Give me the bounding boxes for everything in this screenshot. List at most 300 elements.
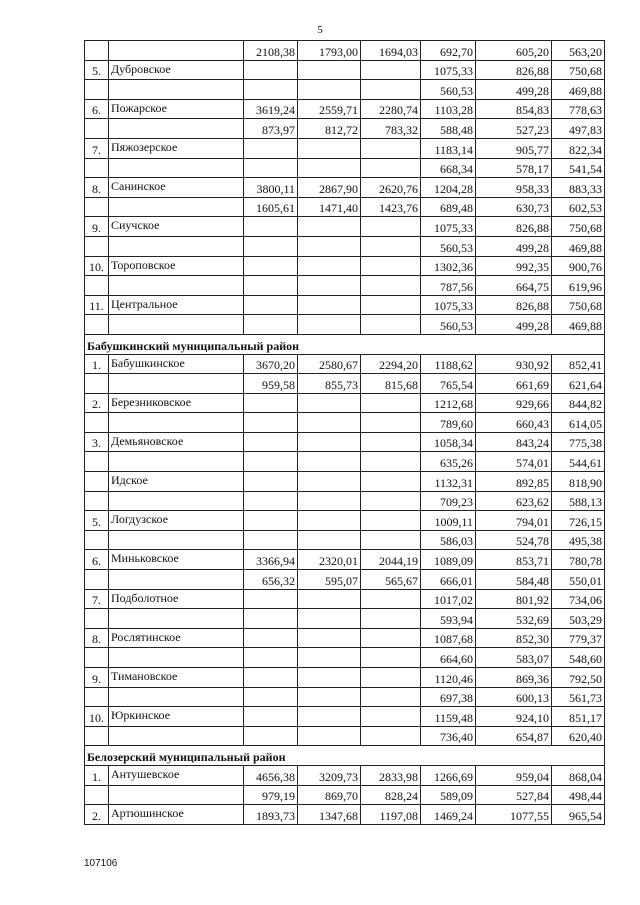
row-index: 2. (85, 393, 109, 413)
value-cell: 734,06 (552, 589, 605, 609)
value-cell: 736,40 (421, 726, 476, 746)
value-cell: 2320,01 (298, 550, 361, 570)
value-cell (298, 60, 361, 80)
section-row (85, 334, 605, 354)
settlement-name: Идское (109, 472, 244, 492)
value-cell: 1103,28 (421, 99, 476, 119)
value-cell: 583,07 (476, 648, 552, 668)
value-cell: 527,23 (476, 119, 552, 139)
value-cell (244, 276, 298, 296)
value-cell: 792,50 (552, 668, 605, 688)
value-cell: 584,48 (476, 570, 552, 590)
value-cell (361, 609, 421, 629)
value-cell (298, 276, 361, 296)
settlement-name (109, 726, 244, 746)
value-cell (244, 609, 298, 629)
value-cell (244, 236, 298, 256)
value-cell: 3209,73 (298, 765, 361, 785)
value-cell (361, 511, 421, 531)
value-cell (298, 609, 361, 629)
table-row (85, 609, 605, 629)
value-cell: 621,64 (552, 374, 605, 394)
value-cell: 3619,24 (244, 99, 298, 119)
row-index: 5. (85, 511, 109, 531)
settlement-name (109, 785, 244, 805)
value-cell: 593,94 (421, 609, 476, 629)
row-index: 7. (85, 138, 109, 158)
row-index: 1. (85, 765, 109, 785)
value-cell (298, 256, 361, 276)
value-cell: 661,69 (476, 374, 552, 394)
value-cell: 815,68 (361, 374, 421, 394)
value-cell: 905,77 (476, 138, 552, 158)
value-cell (244, 589, 298, 609)
value-cell: 855,73 (298, 374, 361, 394)
table-row (85, 80, 605, 100)
row-index: 9. (85, 668, 109, 688)
value-cell: 826,88 (476, 295, 552, 315)
settlement-name (109, 276, 244, 296)
value-cell (361, 668, 421, 688)
value-cell: 1793,00 (298, 41, 361, 61)
value-cell: 900,76 (552, 256, 605, 276)
value-cell: 924,10 (476, 707, 552, 727)
table-row (85, 452, 605, 472)
value-cell (298, 726, 361, 746)
value-cell: 869,70 (298, 785, 361, 805)
value-cell: 605,20 (476, 41, 552, 61)
table-row (85, 491, 605, 511)
value-cell: 666,01 (421, 570, 476, 590)
value-cell (298, 668, 361, 688)
settlement-name (109, 687, 244, 707)
table-row (85, 726, 605, 746)
value-cell: 826,88 (476, 60, 552, 80)
value-cell: 789,60 (421, 413, 476, 433)
value-cell (361, 491, 421, 511)
value-cell: 826,88 (476, 217, 552, 237)
value-cell: 959,58 (244, 374, 298, 394)
settlement-name: Бабушкинское (109, 354, 244, 374)
row-index: 2. (85, 805, 109, 825)
row-index (85, 609, 109, 629)
table-row (85, 354, 605, 374)
value-cell: 992,35 (476, 256, 552, 276)
value-cell: 750,68 (552, 60, 605, 80)
value-cell (298, 628, 361, 648)
table-row (85, 41, 605, 61)
value-cell: 1469,24 (421, 805, 476, 825)
settlement-name (109, 530, 244, 550)
settlement-name (109, 119, 244, 139)
value-cell: 853,71 (476, 550, 552, 570)
value-cell (298, 707, 361, 727)
row-index (85, 119, 109, 139)
value-cell: 498,44 (552, 785, 605, 805)
table-row (85, 589, 605, 609)
value-cell: 3670,20 (244, 354, 298, 374)
settlement-name: Пожарское (109, 99, 244, 119)
value-cell (244, 472, 298, 492)
value-cell: 499,28 (476, 80, 552, 100)
value-cell (361, 648, 421, 668)
settlement-name (109, 413, 244, 433)
value-cell: 1089,09 (421, 550, 476, 570)
value-cell: 2294,20 (361, 354, 421, 374)
row-index (85, 648, 109, 668)
row-index: 7. (85, 589, 109, 609)
value-cell: 1075,33 (421, 217, 476, 237)
row-index: 9. (85, 217, 109, 237)
page-number: 5 (317, 24, 323, 36)
value-cell: 595,07 (298, 570, 361, 590)
value-cell (244, 393, 298, 413)
value-cell (361, 530, 421, 550)
value-cell (361, 393, 421, 413)
value-cell (244, 628, 298, 648)
value-cell: 497,83 (552, 119, 605, 139)
value-cell (244, 158, 298, 178)
value-cell: 1159,48 (421, 707, 476, 727)
value-cell: 794,01 (476, 511, 552, 531)
value-cell: 578,17 (476, 158, 552, 178)
value-cell (244, 707, 298, 727)
row-index: 5. (85, 60, 109, 80)
value-cell (361, 707, 421, 727)
value-cell: 664,60 (421, 648, 476, 668)
table-row (85, 393, 605, 413)
value-cell: 499,28 (476, 315, 552, 335)
table-row (85, 276, 605, 296)
settlement-name (109, 158, 244, 178)
table-row (85, 256, 605, 276)
value-cell: 614,05 (552, 413, 605, 433)
table-row (85, 197, 605, 217)
table-row (85, 805, 605, 825)
value-cell: 1120,46 (421, 668, 476, 688)
settlement-name: Тимановское (109, 668, 244, 688)
value-cell (361, 256, 421, 276)
value-cell (298, 413, 361, 433)
value-cell: 2280,74 (361, 99, 421, 119)
settlement-name (109, 41, 244, 61)
row-index (85, 530, 109, 550)
value-cell: 1058,34 (421, 432, 476, 452)
value-cell (298, 530, 361, 550)
table-row (85, 628, 605, 648)
value-cell: 854,83 (476, 99, 552, 119)
value-cell (244, 80, 298, 100)
value-cell: 780,78 (552, 550, 605, 570)
value-cell (361, 472, 421, 492)
value-cell: 565,67 (361, 570, 421, 590)
value-cell: 1197,08 (361, 805, 421, 825)
table-row (85, 432, 605, 452)
value-cell: 1266,69 (421, 765, 476, 785)
value-cell: 765,54 (421, 374, 476, 394)
settlement-name: Миньковское (109, 550, 244, 570)
table-row (85, 511, 605, 531)
value-cell: 1077,55 (476, 805, 552, 825)
value-cell: 883,33 (552, 178, 605, 198)
table-row (85, 236, 605, 256)
section-title: Белозерский муниципальный район (85, 746, 605, 766)
value-cell: 469,88 (552, 315, 605, 335)
value-cell (244, 452, 298, 472)
value-cell: 1347,68 (298, 805, 361, 825)
value-cell: 2580,67 (298, 354, 361, 374)
value-cell (298, 158, 361, 178)
value-cell: 787,56 (421, 276, 476, 296)
row-index (85, 374, 109, 394)
table-row (85, 178, 605, 198)
settlement-name: Пяжозерское (109, 138, 244, 158)
value-cell (244, 295, 298, 315)
value-cell (244, 256, 298, 276)
value-cell: 709,23 (421, 491, 476, 511)
section-title: Бабушкинский муниципальный район (85, 334, 605, 354)
value-cell (244, 315, 298, 335)
value-cell (298, 236, 361, 256)
table-row (85, 413, 605, 433)
value-cell (244, 648, 298, 668)
value-cell: 1087,68 (421, 628, 476, 648)
section-row (85, 746, 605, 766)
value-cell (361, 687, 421, 707)
table-row (85, 99, 605, 119)
value-cell: 779,37 (552, 628, 605, 648)
value-cell: 560,53 (421, 315, 476, 335)
value-cell: 527,84 (476, 785, 552, 805)
value-cell: 1471,40 (298, 197, 361, 217)
tariff-table (84, 40, 605, 825)
value-cell: 775,38 (552, 432, 605, 452)
settlement-name: Березниковское (109, 393, 244, 413)
table-row (85, 765, 605, 785)
value-cell: 1605,61 (244, 197, 298, 217)
value-cell: 664,75 (476, 276, 552, 296)
value-cell: 1893,73 (244, 805, 298, 825)
value-cell (361, 315, 421, 335)
value-cell (298, 315, 361, 335)
table-row (85, 295, 605, 315)
row-index (85, 687, 109, 707)
value-cell: 560,53 (421, 236, 476, 256)
value-cell: 620,40 (552, 726, 605, 746)
value-cell (298, 589, 361, 609)
document-code: 107106 (84, 858, 118, 869)
value-cell: 499,28 (476, 236, 552, 256)
row-index (85, 785, 109, 805)
value-cell: 1423,76 (361, 197, 421, 217)
value-cell: 548,60 (552, 648, 605, 668)
row-index: 6. (85, 550, 109, 570)
value-cell: 623,62 (476, 491, 552, 511)
value-cell: 544,61 (552, 452, 605, 472)
value-cell: 635,26 (421, 452, 476, 472)
value-cell: 1188,62 (421, 354, 476, 374)
settlement-name: Дубровское (109, 60, 244, 80)
value-cell (298, 295, 361, 315)
value-cell: 495,38 (552, 530, 605, 550)
row-index: 1. (85, 354, 109, 374)
value-cell (298, 138, 361, 158)
value-cell: 965,54 (552, 805, 605, 825)
table-row (85, 374, 605, 394)
value-cell (244, 60, 298, 80)
row-index (85, 158, 109, 178)
value-cell (298, 80, 361, 100)
value-cell: 574,01 (476, 452, 552, 472)
value-cell (298, 217, 361, 237)
value-cell: 1132,31 (421, 472, 476, 492)
table-row (85, 687, 605, 707)
row-index: 8. (85, 628, 109, 648)
settlement-name: Логдузское (109, 511, 244, 531)
row-index (85, 197, 109, 217)
value-cell: 550,01 (552, 570, 605, 590)
value-cell: 2867,90 (298, 178, 361, 198)
value-cell: 1075,33 (421, 295, 476, 315)
value-cell: 4656,38 (244, 765, 298, 785)
value-cell: 750,68 (552, 295, 605, 315)
row-index: 8. (85, 178, 109, 198)
value-cell: 668,34 (421, 158, 476, 178)
value-cell (298, 452, 361, 472)
value-cell: 929,66 (476, 393, 552, 413)
settlement-name (109, 452, 244, 472)
value-cell: 630,73 (476, 197, 552, 217)
table-row (85, 668, 605, 688)
value-cell: 660,43 (476, 413, 552, 433)
table-row (85, 217, 605, 237)
row-index (85, 276, 109, 296)
settlement-name: Подболотное (109, 589, 244, 609)
value-cell: 2044,19 (361, 550, 421, 570)
value-cell (361, 80, 421, 100)
table-row (85, 138, 605, 158)
value-cell: 656,32 (244, 570, 298, 590)
row-index (85, 236, 109, 256)
value-cell: 726,15 (552, 511, 605, 531)
value-cell: 1302,36 (421, 256, 476, 276)
value-cell: 2559,71 (298, 99, 361, 119)
settlement-name: Санинское (109, 178, 244, 198)
value-cell: 692,70 (421, 41, 476, 61)
value-cell (298, 393, 361, 413)
value-cell (298, 511, 361, 531)
settlement-name (109, 374, 244, 394)
row-index (85, 570, 109, 590)
value-cell (361, 726, 421, 746)
table-row (85, 530, 605, 550)
settlement-name (109, 315, 244, 335)
value-cell: 1009,11 (421, 511, 476, 531)
value-cell (361, 217, 421, 237)
settlement-name (109, 570, 244, 590)
value-cell (244, 687, 298, 707)
row-index (85, 452, 109, 472)
value-cell: 979,19 (244, 785, 298, 805)
settlement-name: Тороповское (109, 256, 244, 276)
value-cell (361, 236, 421, 256)
value-cell (244, 217, 298, 237)
table-body (85, 41, 605, 825)
table-row (85, 315, 605, 335)
value-cell: 828,24 (361, 785, 421, 805)
value-cell: 469,88 (552, 80, 605, 100)
value-cell (361, 628, 421, 648)
settlement-name (109, 236, 244, 256)
value-cell: 958,33 (476, 178, 552, 198)
value-cell: 783,32 (361, 119, 421, 139)
settlement-name (109, 648, 244, 668)
value-cell: 602,53 (552, 197, 605, 217)
value-cell (298, 472, 361, 492)
value-cell (361, 589, 421, 609)
value-cell: 930,92 (476, 354, 552, 374)
table-row (85, 648, 605, 668)
value-cell: 1075,33 (421, 60, 476, 80)
settlement-name: Рослятинское (109, 628, 244, 648)
value-cell: 619,96 (552, 276, 605, 296)
row-index (85, 413, 109, 433)
settlement-name (109, 609, 244, 629)
value-cell: 689,48 (421, 197, 476, 217)
row-index: 10. (85, 256, 109, 276)
row-index: 6. (85, 99, 109, 119)
value-cell: 3366,94 (244, 550, 298, 570)
settlement-name: Демьяновское (109, 432, 244, 452)
settlement-name: Юркинское (109, 707, 244, 727)
settlement-name (109, 80, 244, 100)
table-row (85, 707, 605, 727)
value-cell: 469,88 (552, 236, 605, 256)
table-row (85, 158, 605, 178)
value-cell: 852,41 (552, 354, 605, 374)
settlement-name: Сиучское (109, 217, 244, 237)
value-cell: 818,90 (552, 472, 605, 492)
value-cell: 3800,11 (244, 178, 298, 198)
value-cell (361, 138, 421, 158)
value-cell: 1017,02 (421, 589, 476, 609)
row-index (85, 315, 109, 335)
value-cell (298, 491, 361, 511)
table-row (85, 60, 605, 80)
row-index: 11. (85, 295, 109, 315)
value-cell: 654,87 (476, 726, 552, 746)
value-cell: 541,54 (552, 158, 605, 178)
settlement-name (109, 197, 244, 217)
value-cell (361, 432, 421, 452)
value-cell (244, 491, 298, 511)
value-cell: 2833,98 (361, 765, 421, 785)
value-cell: 588,13 (552, 491, 605, 511)
value-cell: 600,13 (476, 687, 552, 707)
value-cell: 812,72 (298, 119, 361, 139)
value-cell: 589,09 (421, 785, 476, 805)
value-cell (361, 452, 421, 472)
value-cell (298, 432, 361, 452)
value-cell: 560,53 (421, 80, 476, 100)
value-cell: 869,36 (476, 668, 552, 688)
table-row (85, 119, 605, 139)
value-cell: 852,30 (476, 628, 552, 648)
value-cell: 892,85 (476, 472, 552, 492)
value-cell (361, 158, 421, 178)
table-row (85, 570, 605, 590)
row-index (85, 80, 109, 100)
